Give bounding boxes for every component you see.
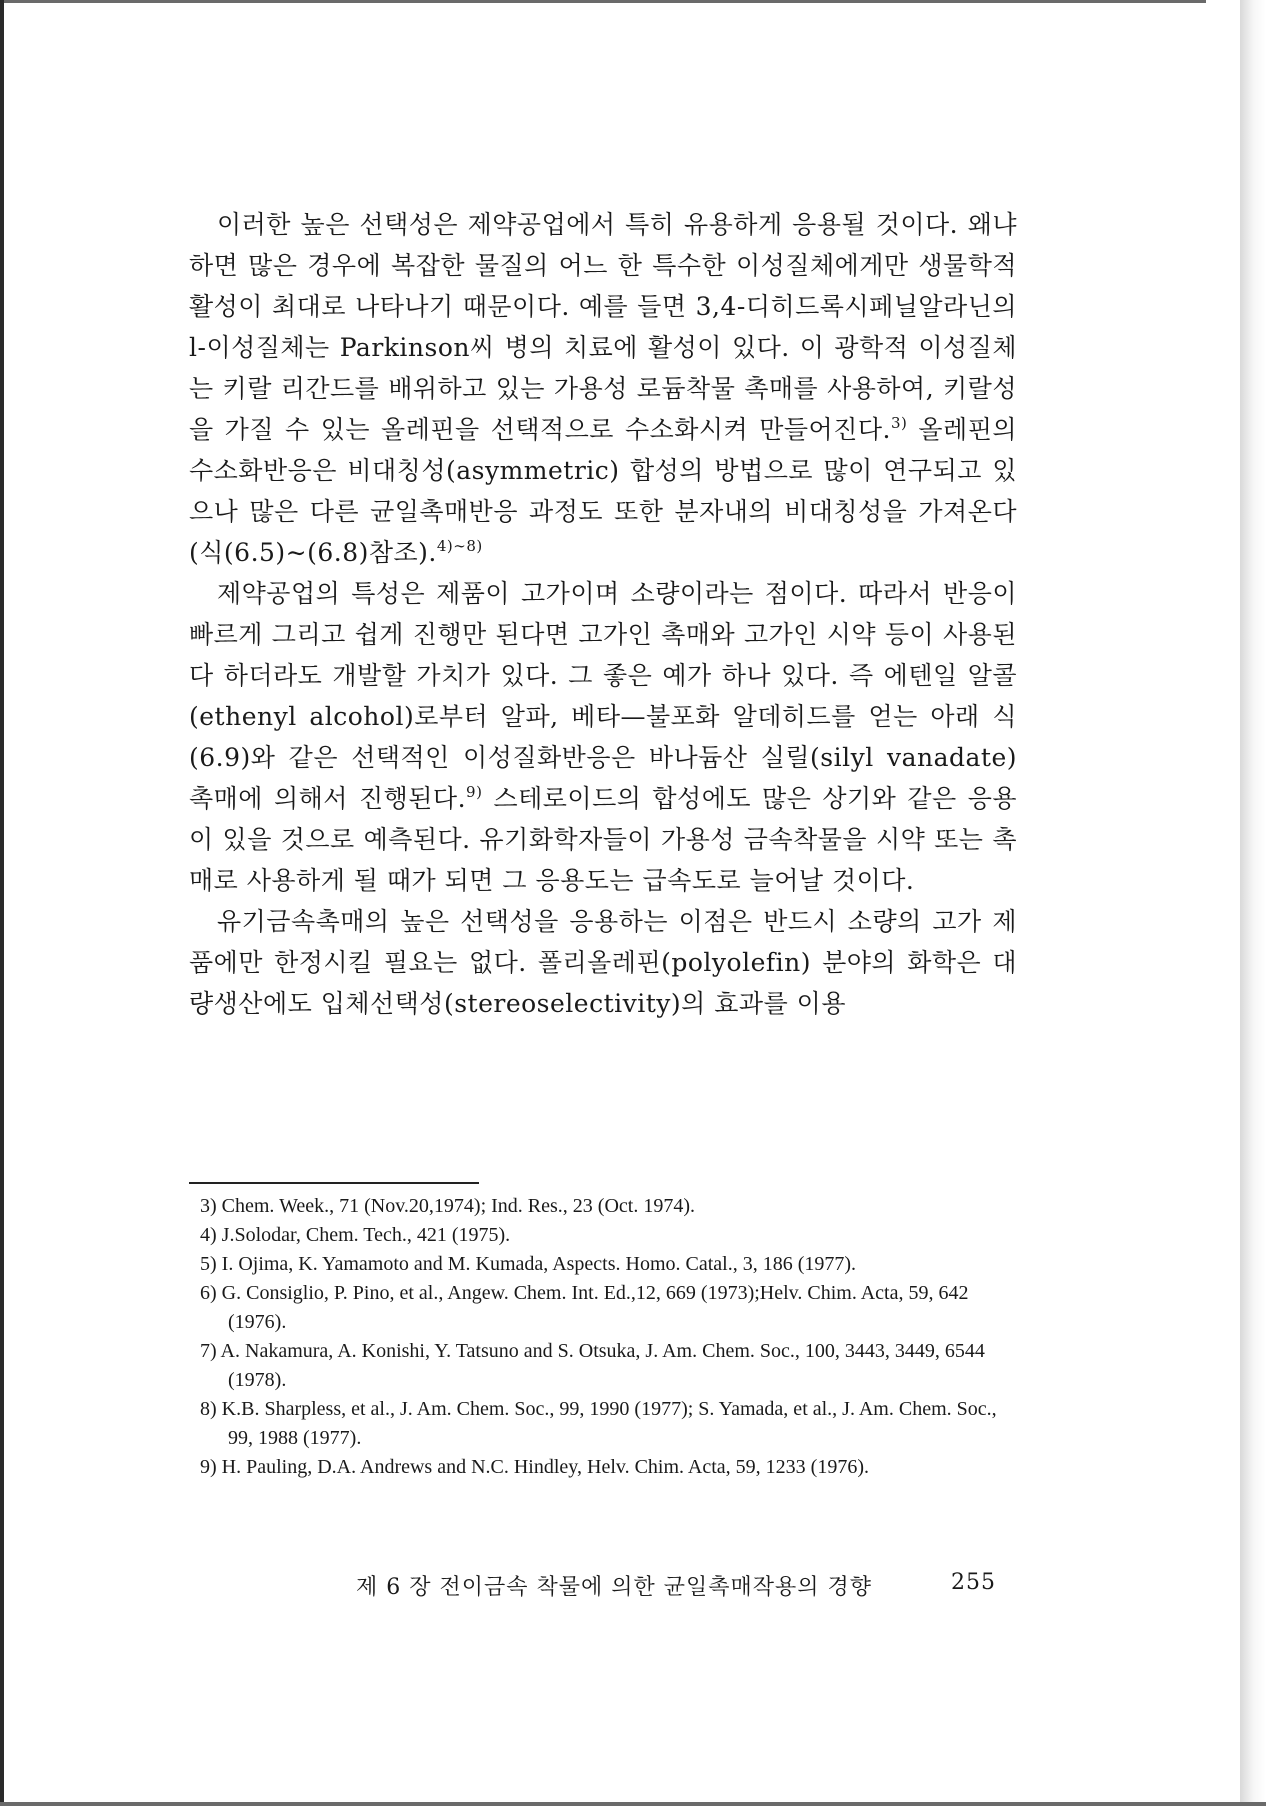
footnote-7: 7) A. Nakamura, A. Konishi, Y. Tatsuno and S. Otsuka, J. Am. Chem. Soc., 100, 3443, 3449, 6544 (1978).: [200, 1340, 985, 1391]
footnote-3: 3) Chem. Week., 71 (Nov.20,1974); Ind. Res., 23 (Oct. 1974).: [200, 1195, 695, 1217]
paragraph-1: [189, 204, 1017, 573]
footnote-ref-9: 9): [466, 783, 483, 801]
paragraph-1-text: 이러한 높은 선택성은 제약공업에서 특히 유용하게 응용될 것이다. 왜냐하면 많은 경우에 복잡한 물질의 어느 한 특수한 이성질체에게만 생물학적 활성이 최대로 나타나기 때문이다. 예를 들면 3,4-디히드록시페닐알라닌의 l-이성질체는 Parkinson씨 병의 치료에 활성이 있다. 이 광학적 이성질체는 키랄 리간드를 배위하고 있는 가용성 로듐착물 촉매를 사용하여, 키랄성을 가질 수 있는 올레핀을 선택적으로 수소화시켜 만들어진다.: [189, 210, 1017, 444]
footnote-8: 8) K.B. Sharpless, et al., J. Am. Chem. Soc., 99, 1990 (1977); S. Yamada, et al., J. Am. Chem. Soc., 99, 1988 (1977).: [200, 1398, 997, 1449]
chapter-title: 제 6 장 전이금속 착물에 의한 균일촉매작용의 경향: [356, 1575, 872, 1600]
footnote-6: 6) G. Consiglio, P. Pino, et al., Angew. Chem. Int. Ed.,12, 669 (1973);Helv. Chim. Acta, 59, 642 (1976).: [200, 1282, 969, 1333]
footnote-4: 4) J.Solodar, Chem. Tech., 421 (1975).: [200, 1224, 511, 1246]
footnote-divider: [189, 1182, 479, 1184]
page-edge-shadow: [1206, 0, 1266, 1806]
page-border-top: [0, 0, 1266, 3]
body-text: [189, 204, 1017, 1024]
paragraph-1-text-continued: 올레핀의 수소화반응은 비대칭성(asymmetric) 합성의 방법으로 많이 연구되고 있으나 많은 다른 균일촉매반응 과정도 또한 분자내의 비대칭성을 가져온다(식(6.5)∼(6.8)참조).: [189, 415, 1017, 567]
footnote-5: 5) I. Ojima, K. Yamamoto and M. Kumada, Aspects. Homo. Catal., 3, 186 (1977).: [200, 1253, 857, 1275]
paragraph-2-text: 제약공업의 특성은 제품이 고가이며 소량이라는 점이다. 따라서 반응이 빠르게 그리고 쉽게 진행만 된다면 고가인 촉매와 고가인 시약 등이 사용된다 하더라도 개발할 가치가 있다. 그 좋은 예가 하나 있다. 즉 에텐일 알콜(ethenyl alcohol)로부터 알파, 베타—불포화 알데히드를 얻는 아래 식(6.9)와 같은 선택적인 이성질화반응은 바나듐산 실릴(silyl vanadate) 촉매에 의해서 진행된다.: [189, 579, 1017, 813]
footnote-ref-3: 3): [890, 414, 908, 432]
page-border-bottom: [0, 1802, 1266, 1806]
page-number: 255: [951, 1570, 996, 1595]
paragraph-3-text: 유기금속촉매의 높은 선택성을 응용하는 이점은 반드시 소량의 고가 제품에만 한정시킬 필요는 없다. 폴리올레핀(polyolefin) 분야의 화학은 대량생산에도 입체선택성(stereoselectivity)의 효과를 이용: [189, 907, 1017, 1018]
paragraph-2: [189, 573, 1017, 901]
footnotes-list: [200, 1192, 1022, 1482]
page-border-left: [0, 0, 4, 1806]
footnote-ref-4-8: 4)∼8): [436, 537, 483, 555]
paragraph-3: [189, 901, 1017, 1024]
page-footer: [356, 1570, 996, 1601]
paragraph-2-text-continued: 스테로이드의 합성에도 많은 상기와 같은 응용이 있을 것으로 예측된다. 유기화학자들이 가용성 금속착물을 시약 또는 촉매로 사용하게 될 때가 되면 그 응용도는 급속도로 늘어날 것이다.: [189, 784, 1017, 895]
footnote-9: 9) H. Pauling, D.A. Andrews and N.C. Hindley, Helv. Chim. Acta, 59, 1233 (1976).: [200, 1456, 870, 1478]
